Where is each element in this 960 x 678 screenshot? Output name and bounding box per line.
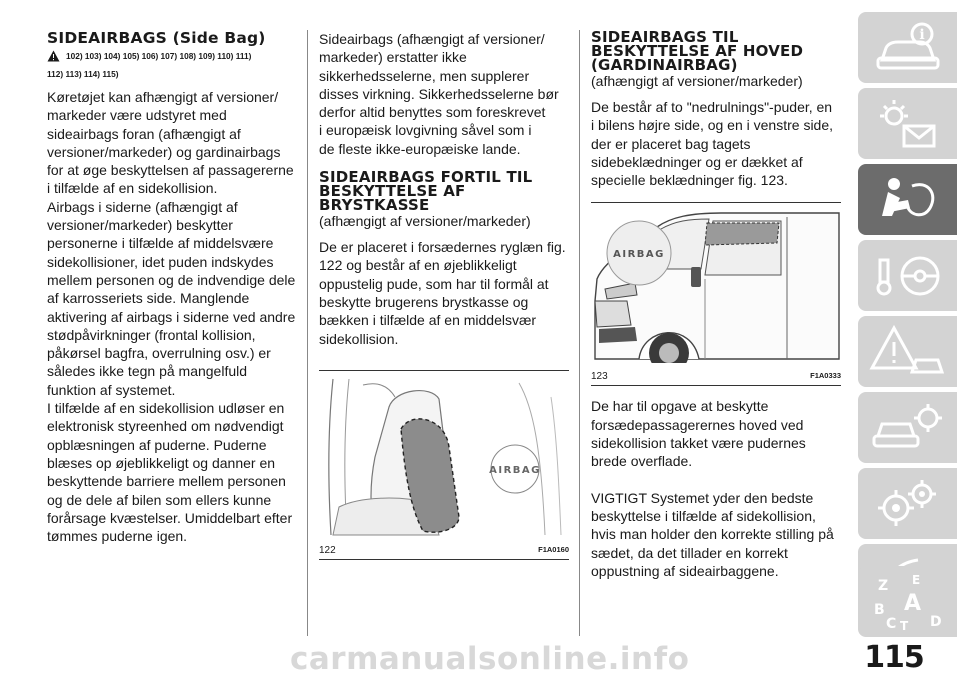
figure-code: F1A0333: [810, 371, 841, 381]
warning-references: [47, 50, 297, 62]
text-line: Køretøjet kan afhængigt af versioner/: [47, 89, 279, 105]
figure-122: [319, 370, 569, 560]
text-line: oppustning af sideairbaggene.: [591, 562, 779, 579]
svg-text:C: C: [886, 616, 897, 632]
heading-line: SIDEAIRBAGS FORTIL TIL: [319, 168, 533, 187]
text-line: sædet, da det tillader en korrekt: [591, 544, 788, 561]
tab-dashboard-lights[interactable]: [858, 88, 957, 159]
heading-line: (GARDINAIRBAG): [591, 56, 738, 74]
text-line: forårsage kvæstelser. Umiddelbart efter: [47, 509, 293, 526]
tab-starting-driving[interactable]: [858, 240, 957, 311]
text-line: funktion af systemet.: [47, 381, 176, 398]
text-line: oppustelig pude, som har til formål at: [319, 275, 549, 292]
text-line: elektronisk styreenhed om nødvendigt: [47, 418, 284, 435]
text-line: mellem personen og de indvendige dele: [47, 271, 296, 288]
warning-triangle-icon: [47, 50, 60, 62]
text-line: sidekollisioner, idet puden indskydes: [47, 253, 274, 270]
section-subheading: (afhængigt af versioner/markeder): [591, 73, 803, 89]
page-number: 115: [864, 640, 924, 675]
svg-text:B: B: [874, 602, 885, 618]
text-line: De er placeret i forsædernes ryglæn fig.: [319, 239, 566, 256]
svg-text:T: T: [900, 619, 909, 633]
text-line: De har til opgave at beskytte: [591, 398, 769, 415]
tab-car-info[interactable]: [858, 12, 957, 83]
text-line: 122 og består af en øjeblikkeligt: [319, 257, 517, 274]
car-service-icon: [858, 392, 957, 463]
text-line: af karrosseriets side. Manglende: [47, 290, 250, 307]
text-line: derfor altid benyttes som foreskrevet: [319, 104, 546, 121]
text-line: stødpåvirkninger (frontal kollision,: [47, 326, 256, 343]
dashboard-lights-icon: [858, 88, 957, 159]
watermark: carmanualsonline.info: [290, 641, 690, 677]
text-line: således ikke tegn på mangelfuld: [47, 363, 248, 380]
van-curtain-airbag-illustration: [591, 209, 841, 363]
text-line: I tilfælde af en sidekollision udløser en: [47, 400, 285, 417]
text-line: personerne i tilfælde af middelsvære: [47, 235, 274, 252]
column-divider: [579, 30, 580, 636]
airbag-label: AIRBAG: [489, 464, 541, 476]
text-line: versioner/markeder) beskytter: [47, 217, 233, 234]
text-line: disses virkning. Sikkerhedsselerne bør: [319, 85, 559, 102]
figure-number: 123: [591, 371, 608, 383]
text-line: versioner/markeder) og gardinairbags: [47, 143, 281, 160]
gears-icon: [858, 468, 957, 539]
text-line: i bilens højre side, og en i venstre side,: [591, 117, 834, 134]
svg-text:E: E: [912, 573, 921, 587]
text-line: sideairbags foran (afhængigt af: [47, 125, 241, 142]
text-line: sidebeklædninger og er dækket af: [591, 153, 803, 170]
text-line: de fleste ikke-europæiske lande.: [319, 140, 521, 157]
text-line: Airbags i siderne (afhængigt af: [47, 198, 238, 215]
alphabetical-index-icon: [858, 566, 957, 637]
heading-line: BESKYTTELSE AF: [319, 182, 466, 201]
section-heading: [591, 30, 841, 72]
text-line: sidekollision.: [319, 330, 399, 347]
tab-emergency[interactable]: [858, 316, 957, 387]
key-steering-icon: [858, 240, 957, 311]
figure-123: [591, 202, 841, 386]
text-line: og de dele af bilen som ellers kunne: [47, 491, 272, 508]
text-line: sidekollision takket være pudernes: [591, 435, 806, 452]
text-line: i europæisk lovgivning såvel som i: [319, 122, 532, 139]
text-line: hvis man holder den korrekte stilling på: [591, 526, 834, 543]
text-line: aktivering af airbags i siderne ved andre: [47, 308, 296, 325]
column-divider: [307, 30, 308, 636]
svg-text:A: A: [904, 591, 922, 616]
column-3: [591, 30, 841, 580]
text-line: sikkerhedsselerne, men supplerer: [319, 67, 530, 84]
tab-safety[interactable]: [858, 164, 957, 235]
warning-triangle-car-icon: [858, 316, 957, 387]
text-line: der er placeret bag tagets: [591, 135, 751, 152]
text-line: specielle beklædninger fig. 123.: [591, 172, 788, 189]
svg-text:Z: Z: [878, 578, 889, 594]
heading-line: BRYSTKASSE: [319, 196, 430, 215]
heading-line: SIDEAIRBAGS TIL: [591, 28, 739, 46]
section-heading: [319, 168, 569, 215]
text-line: beskytte brugerens brystkasse og: [319, 293, 529, 310]
text-line: beskyttende barriere mellem personen: [47, 473, 286, 490]
text-line: i tilfælde af en sidekollision.: [47, 180, 218, 197]
text-line: VIGTIGT Systemet yder den bedste: [591, 489, 814, 506]
body-text: [319, 238, 569, 348]
figure-code: F1A0160: [538, 544, 569, 554]
body-text: [47, 88, 297, 545]
section-subheading: (afhængigt af versioner/markeder): [319, 213, 531, 230]
text-line: markeder) erstatter ikke: [319, 49, 467, 66]
car-info-icon: [858, 12, 957, 83]
seat-airbag-icon: [858, 164, 957, 235]
text-line: Sideairbags (afhængigt af versioner/: [319, 31, 545, 47]
text-line: beskyttelse i tilfælde af sidekollision,: [591, 507, 816, 524]
warning-refs-line2: 112) 113) 114) 115): [47, 69, 119, 79]
text-line: opblæsningen af puderne. Puderne: [47, 436, 267, 453]
text-line: brede overflade.: [591, 453, 693, 470]
important-note: [591, 489, 841, 580]
column-1: [47, 30, 297, 545]
tab-technical-data[interactable]: [858, 468, 957, 539]
heading-line: BESKYTTELSE AF HOVED: [591, 42, 804, 60]
airbag-label: AIRBAG: [613, 249, 665, 261]
column-2: [319, 30, 569, 560]
warning-refs-line1: 102) 103) 104) 105) 106) 107) 108) 109) 110) 111): [66, 51, 252, 61]
text-line: blæses op øjeblikkeligt og danner en: [47, 454, 276, 471]
text-line: markeder være udstyret med: [47, 107, 227, 124]
text-line: påkørsel bagfra, overrulning osv.) er: [47, 345, 271, 362]
svg-text:i: i: [919, 27, 925, 43]
body-text: [591, 397, 841, 470]
text-line: bækken i tilfælde af en middelsvær: [319, 312, 537, 329]
text-line: tømmes puderne igen.: [47, 528, 188, 545]
tab-service[interactable]: [858, 392, 957, 463]
text-line: forsædepassagerernes hoved ved: [591, 416, 804, 433]
figure-caption: [591, 368, 841, 385]
tab-index[interactable]: [858, 566, 957, 637]
text-line: De består af to "nedrulnings"-puder, en: [591, 99, 833, 115]
section-title: SIDEAIRBAGS (Side Bag): [47, 29, 266, 47]
figure-number: 122: [319, 544, 336, 556]
intro-text: [591, 98, 841, 189]
figure-caption: [319, 542, 569, 559]
intro-text: [319, 30, 569, 158]
svg-text:D: D: [930, 614, 942, 630]
seat-airbag-illustration: [319, 377, 569, 537]
text-line: for at øge beskyttelsen af passagererne: [47, 162, 294, 179]
